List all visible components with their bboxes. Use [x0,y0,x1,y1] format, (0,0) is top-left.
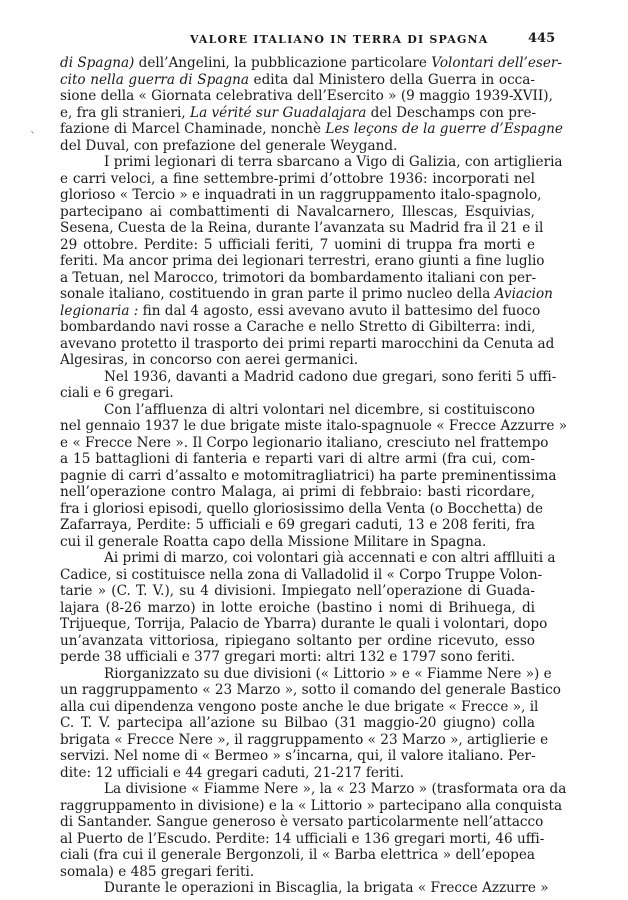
text-segment: C. T. V. partecipa all’azione su Bilbao (31 maggio-20 giugno) colla [60,715,535,731]
running-head: VALORE ITALIANO IN TERRA DI SPAGNA [190,33,489,46]
text-segment: partecipano ai combattimenti di Navalcarnero, Illescas, Esquivias, [60,203,535,220]
text-line [60,270,535,287]
italic-text: di Spagna) [60,55,135,71]
text-line [60,72,535,89]
text-segment: sonale italiano, costituendo in gran parte il primo nucleo della [60,286,495,302]
text-line [60,748,535,765]
text-segment: feriti. Ma ancor prima dei legionari terrestri, erano giunti a fine luglio [60,253,545,269]
text-line [60,220,544,237]
text-line [60,418,568,435]
italic-text: Les leçons de la guerre d’Espagne [325,121,563,137]
text-segment: di Santander. Sangue generoso è versato particolarmente nell’attacco [60,814,544,830]
text-segment: Sesena, Cuesta de la Reina, durante l’avanzata su Madrid fra il 21 e il [60,220,544,236]
text-segment: del Duval, con prefazione del generale Weygand. [60,137,398,154]
text-line [60,864,535,881]
text-segment: bombardando navi rosse a Carache e nello Stretto di Gibilterra: indi, [60,319,536,335]
text-line [60,55,562,72]
text-line [60,600,535,617]
text-segment: fra i gloriosi episodi, quello gloriosissimo della Venta (o Bocchetta) de [60,500,543,517]
text-line [60,781,567,798]
text-line [60,649,535,666]
text-line [60,517,535,534]
text-line [60,187,542,204]
italic-text: La vérité sur Guadalajara [190,104,367,121]
text-line [60,121,563,138]
text-line [60,550,556,567]
text-segment: alla cui dipendenza vengono poste anche le due brigate « Frecce », il [60,698,539,715]
text-segment: Durante le operazioni in Biscaglia, la brigata « Frecce Azzurre » [104,880,549,896]
text-line [60,715,535,732]
text-segment: pagnie di carri d’assalto e motomitragliatrici) ha parte preminentissima [60,467,557,484]
text-segment: Riorganizzato su due divisioni (« Littorio » e « Fiamme Nere ») e [104,665,552,682]
text-segment: servizi. Nel nome di « Bermeo » s’incarna, qui, il valore italiano. Per- [60,748,536,764]
text-line [60,451,535,468]
text-line [60,500,543,518]
text-line [60,204,535,221]
text-line [60,335,555,353]
text-segment: al Puerto de l’Escudo. Perdite: 14 ufficiali e 136 gregari morti, 46 uffi- [60,830,545,847]
text-segment: un raggruppamento « 23 Marzo », sotto il comando del generale Bastico [60,682,561,698]
text-line [60,665,552,683]
text-line [60,434,549,452]
text-line [60,583,535,600]
text-segment: e « Frecce Nere ». Il Corpo legionario italiano, cresciuto nel frattempo [60,434,549,451]
text-segment: a 15 battaglioni di fanteria e reparti vari di altre armi (fra cui, com- [60,451,535,467]
text-segment: avevano protetto il trasporto dei primi reparti marocchini da Cenuta ad [60,335,555,352]
text-line [60,814,544,831]
text-line [60,566,543,584]
text-line [60,88,553,105]
text-segment: e, fra gli stranieri, [60,104,191,121]
text-line [60,352,535,369]
text-segment: fin dal 4 agosto, essi avevano avuto il battesimo del fuoco [138,302,541,319]
text-segment: I primi legionari di terra sbarcano a Vigo di Galizia, con artiglieria [104,154,563,170]
text-line [60,731,549,749]
text-segment: dite: 12 ufficiali e 44 gregari caduti, 21-217 feriti. [60,764,404,781]
text-segment: Ai primi di marzo, coi volontari già accennati e con altri afflluiti a [104,550,556,566]
text-line [60,765,535,782]
text-line [60,154,563,171]
text-line [60,302,541,320]
margin-mark: ` [30,130,36,144]
text-segment: lajara (8-26 marzo) in lotte eroiche (bastino i nomi di Brihuega, di [60,599,535,616]
text-segment: nell’operazione contro Malaga, ai primi di febbraio: basti ricordare, [60,484,535,500]
text-line [60,286,553,303]
text-segment: fazione di Marcel Chaminade, nonchè [60,121,326,137]
text-segment: brigata « Frecce Nere », il raggruppamento « 23 Marzo », artiglierie e [60,731,549,748]
text-segment: Cadice, si costituisce nella zona di Valladolid il « Corpo Truppe Volon- [60,566,543,583]
text-line [60,319,535,336]
text-line [60,698,539,716]
body-text [60,55,568,897]
italic-text: legionaria : [60,302,139,319]
text-segment: perde 38 ufficiali e 377 gregari morti: altri 132 e 1797 sono feriti. [60,649,516,665]
text-segment: a Tetuan, nel Marocco, trimotori da bombardamento italiani con per- [60,269,537,286]
text-line [60,484,535,501]
text-segment: glorioso « Tercio » e inquadrati in un raggruppamento italo-spagnolo, [60,187,542,203]
text-line [60,830,545,848]
text-segment: ciali e 6 gregari. [60,385,174,401]
text-line [60,633,535,650]
text-segment: ciali (fra cui il generale Bergonzoli, il « Barba elettrica » dell’epopea [60,847,535,863]
text-segment: 29 ottobre. Perdite: 5 ufficiali feriti, 7 uomini di truppa fra morti e [60,236,535,253]
text-line [60,880,549,897]
text-segment: un’avanzata vittoriosa, ripiegano soltanto per ordine ricevuto, esso [60,632,535,649]
text-segment: e carri veloci, a fine settembre-primi d’ottobre 1936: incorporati nel [60,170,535,187]
text-line [60,402,535,419]
text-segment: cui il generale Roatta capo della Missione Militare in Spagna. [60,533,487,550]
italic-text: cito nella guerra di Spagna [60,71,249,88]
text-segment: raggruppamento in divisione) e la « Littorio » partecipano alla conquista [60,797,563,814]
text-segment: somala) e 485 gregari feriti. [60,863,255,880]
text-line [60,253,545,270]
text-line [60,616,548,633]
text-segment: dell’Angelini, la pubblicazione particolare [134,55,432,71]
text-segment: tarie » (C. T. V.), su 4 divisioni. Impiegato nell’operazione di Guada- [60,583,535,599]
italic-text: Volontari dell’eser- [431,55,562,71]
page-number: 445 [528,31,556,46]
text-segment: sione della « Giornata celebrativa dell’Esercito » (9 maggio 1939-XVII), [60,88,553,104]
text-line [60,171,535,188]
text-line [60,105,535,122]
text-line [60,682,561,699]
text-segment: del Deschamps con pre- [366,104,537,121]
text-line [60,237,535,254]
text-segment: edita dal Ministero della Guerra in occa- [248,71,535,88]
text-segment: Trijueque, Torrija, Palacio de Ybarra) durante le quali i volontari, dopo [60,616,548,632]
text-line [60,467,557,485]
text-line [60,138,535,155]
text-segment: Zafarraya, Perdite: 5 ufficiali e 69 gregari caduti, 13 e 208 feriti, fra [60,517,535,533]
text-line [60,847,535,864]
text-segment: La divisione « Fiamme Nere », la « 23 Marzo » (trasformata ora da [104,781,567,797]
text-line [60,368,557,386]
text-segment: Nel 1936, davanti a Madrid cadono due gregari, sono feriti 5 uffi- [104,368,557,385]
text-segment: Con l’affluenza di altri volontari nel dicembre, si costituiscono [104,401,535,418]
italic-text: Aviacion [494,286,553,302]
text-line [60,534,535,551]
text-segment: Algesiras, in concorso con aerei germanici. [60,352,359,368]
text-line [60,385,535,402]
text-segment: nel gennaio 1937 le due brigate miste italo-spagnuole « Frecce Azzurre » [60,418,568,434]
text-line [60,797,563,815]
